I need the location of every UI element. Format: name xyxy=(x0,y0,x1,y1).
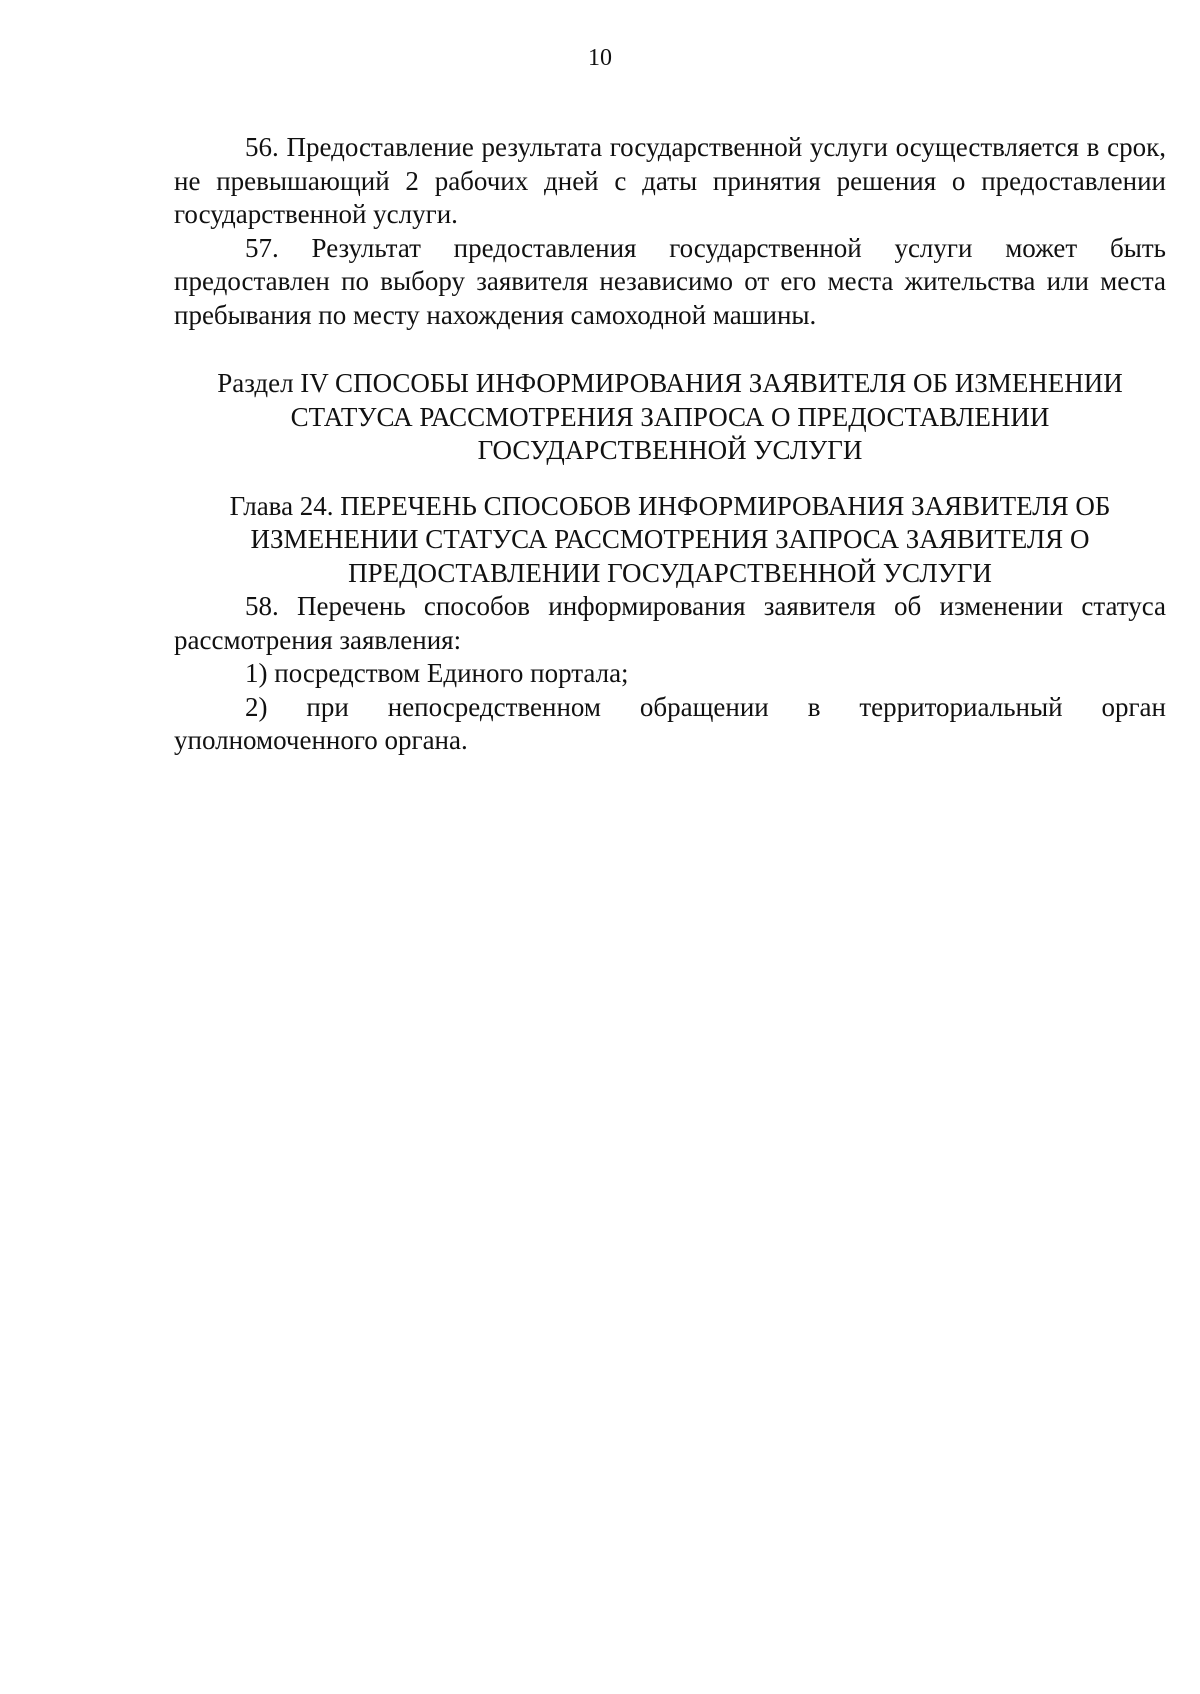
list-item: 2) при непосредственном обращении в территориальный орган уполномоченного органа. xyxy=(174,691,1166,755)
section-heading: Раздел IV СПОСОБЫ ИНФОРМИРОВАНИЯ ЗАЯВИТЕЛЯ ОБ ИЗМЕНЕНИИ СТАТУСА РАССМОТРЕНИЯ ЗАПРОСА О ПРЕДОСТАВЛЕНИИ ГОСУДАРСТВЕННОЙ УСЛУГИ xyxy=(217,368,1123,465)
list-item: 1) посредством Единого портала; xyxy=(245,658,629,688)
chapter-heading: Глава 24. ПЕРЕЧЕНЬ СПОСОБОВ ИНФОРМИРОВАНИЯ ЗАЯВИТЕЛЯ ОБ ИЗМЕНЕНИИ СТАТУСА РАССМОТРЕНИЯ ЗАПРОСА ЗАЯВИТЕЛЯ О ПРЕДОСТАВЛЕНИИ ГОСУДАРСТВЕННОЙ УСЛУГИ xyxy=(229,490,1111,588)
page-number: 10 xyxy=(588,45,612,71)
document-body xyxy=(174,131,1166,758)
paragraph-56: 56. Предоставление результата государственной услуги осуществляется в срок, не превышающий 2 рабочих дней с даты принятия решения о предоставлении государственной услуги. xyxy=(174,132,1166,229)
paragraph-57: 57. Результат предоставления государственной услуги может быть предоставлен по выбору заявителя независимо от его места жительства или места пребывания по месту нахождения самоходной машины. xyxy=(174,232,1166,330)
paragraph-58: 58. Перечень способов информирования заявителя об изменении статуса рассмотрения заявления: xyxy=(174,591,1166,655)
